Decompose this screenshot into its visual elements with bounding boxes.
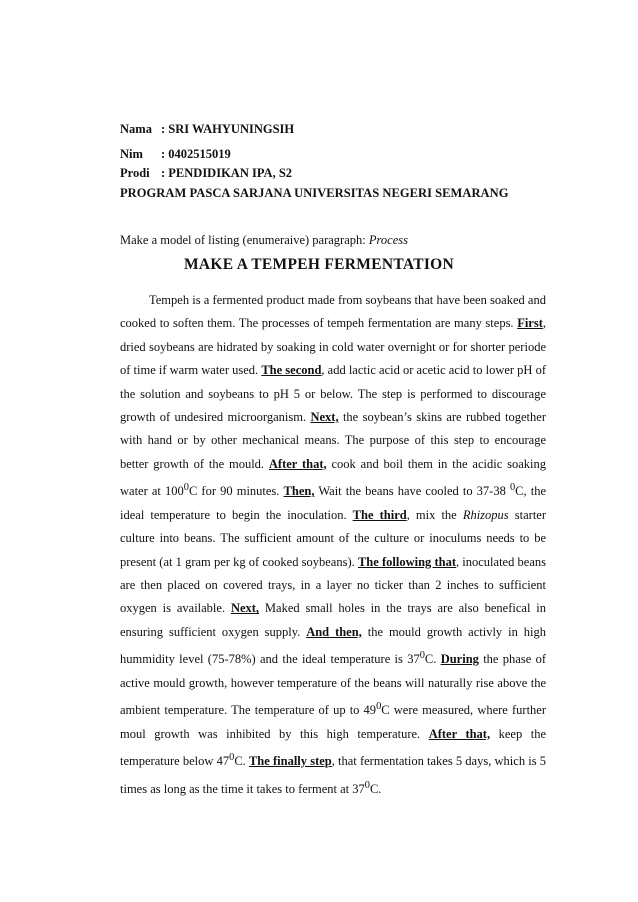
- enumeration-marker: Then,: [283, 484, 315, 499]
- enumeration-marker: The finally step: [248, 754, 332, 769]
- student-prodi-line: [120, 166, 292, 181]
- species-name: Rhizopus: [462, 507, 509, 522]
- text-run: C.: [369, 781, 382, 796]
- student-name-line: [120, 122, 294, 137]
- text-run: , inoculated beans are then placed on covered trays, in a layer no ticker than 2 inches to sufficient oxygen is available.: [120, 554, 546, 616]
- text-run: , mix the: [406, 507, 463, 522]
- degree-superscript: 0: [183, 482, 189, 494]
- text-run: Maked small holes in the trays are also benefical in ensuring sufficient oxygen supply.: [120, 601, 546, 639]
- text-run: Wait the beans have cooled to 37-38: [314, 484, 510, 499]
- enumeration-marker: After that,: [268, 456, 327, 471]
- degree-superscript: 0: [364, 779, 370, 791]
- program-name: PROGRAM PASCA SARJANA UNIVERSITAS NEGERI SEMARANG: [120, 186, 509, 200]
- text-run: the soybean’s skins are rubbed together with hand or by other mechanical means. The purpose of this step to encourage better growth of the mould.: [120, 410, 546, 471]
- text-run: C.: [234, 754, 249, 769]
- body-text: [120, 289, 546, 801]
- text-run: keep the temperature below 47: [120, 726, 546, 769]
- nim-value: : 0402515019: [161, 147, 231, 161]
- enumeration-marker: Next,: [230, 601, 260, 616]
- main-paragraph: [120, 289, 546, 801]
- enumeration-marker: Next,: [310, 410, 339, 425]
- prodi-label: Prodi: [120, 166, 150, 180]
- nama-value: : SRI WAHYUNINGSIH: [161, 122, 295, 136]
- text-run: C, the ideal temperature to begin the inoculation.: [120, 484, 547, 522]
- enumeration-marker: First: [517, 316, 543, 331]
- enumeration-marker: During: [440, 652, 479, 667]
- student-nim-line: [120, 147, 231, 162]
- nim-label: Nim: [120, 147, 143, 161]
- text-run: , that fermentation takes 5 days, which is 5 times as long as the time it takes to ferment at 37: [120, 754, 547, 796]
- subtitle-text: Make a model of listing (enumeraive) paragraph:: [120, 233, 369, 247]
- degree-superscript: 0: [509, 482, 516, 494]
- text-run: cook and boil them in the acidic soaking water at 100: [120, 456, 546, 499]
- assignment-subtitle: [120, 233, 408, 248]
- text-run: the mould growth activly in high hummidity level (75-78%) and the ideal temperature is 37: [120, 624, 546, 667]
- prodi-value: : PENDIDIKAN IPA, S2: [161, 166, 293, 180]
- text-run: the phase of active mould growth, however temperature of the beans will naturally rise above the ambient temperature. The temperature of up to 49: [120, 652, 546, 718]
- degree-superscript: 0: [419, 650, 425, 662]
- document-title: MAKE A TEMPEH FERMENTATION: [183, 256, 455, 273]
- text-run: C.: [424, 652, 441, 667]
- text-run: C were measured, where further moul growth was inhibited by this high temperature.: [120, 703, 546, 741]
- subtitle-type: Process: [368, 233, 408, 247]
- degree-superscript: 0: [376, 701, 382, 713]
- text-run: Tempeh is a fermented product made from soybeans that have been soaked and cooked to soften them. The processes of tempeh fermentation are many steps.: [120, 293, 546, 331]
- enumeration-marker: The following that: [357, 554, 456, 569]
- text-run: , add lactic acid or acetic acid to lower pH of the solution and soybeans to pH 5 or below. The step is performed to discourage growth of undesired microorganism.: [120, 363, 547, 425]
- degree-superscript: 0: [229, 752, 235, 764]
- nama-label: Nama: [120, 122, 152, 136]
- text-run: starter culture into beans. The sufficient amount of the culture or inoculums needs to be present (at 1 gram per kg of cooked soybeans).: [120, 507, 546, 569]
- enumeration-marker: The second: [261, 363, 322, 378]
- enumeration-marker: After that,: [428, 726, 491, 741]
- enumeration-marker: The third: [352, 507, 407, 522]
- text-run: , dried soybeans are hidrated by soaking in cold water overnight or for shorter periode of time if warm water used.: [120, 316, 546, 378]
- text-run: C for 90 minutes.: [188, 484, 284, 499]
- enumeration-marker: And then,: [306, 624, 362, 639]
